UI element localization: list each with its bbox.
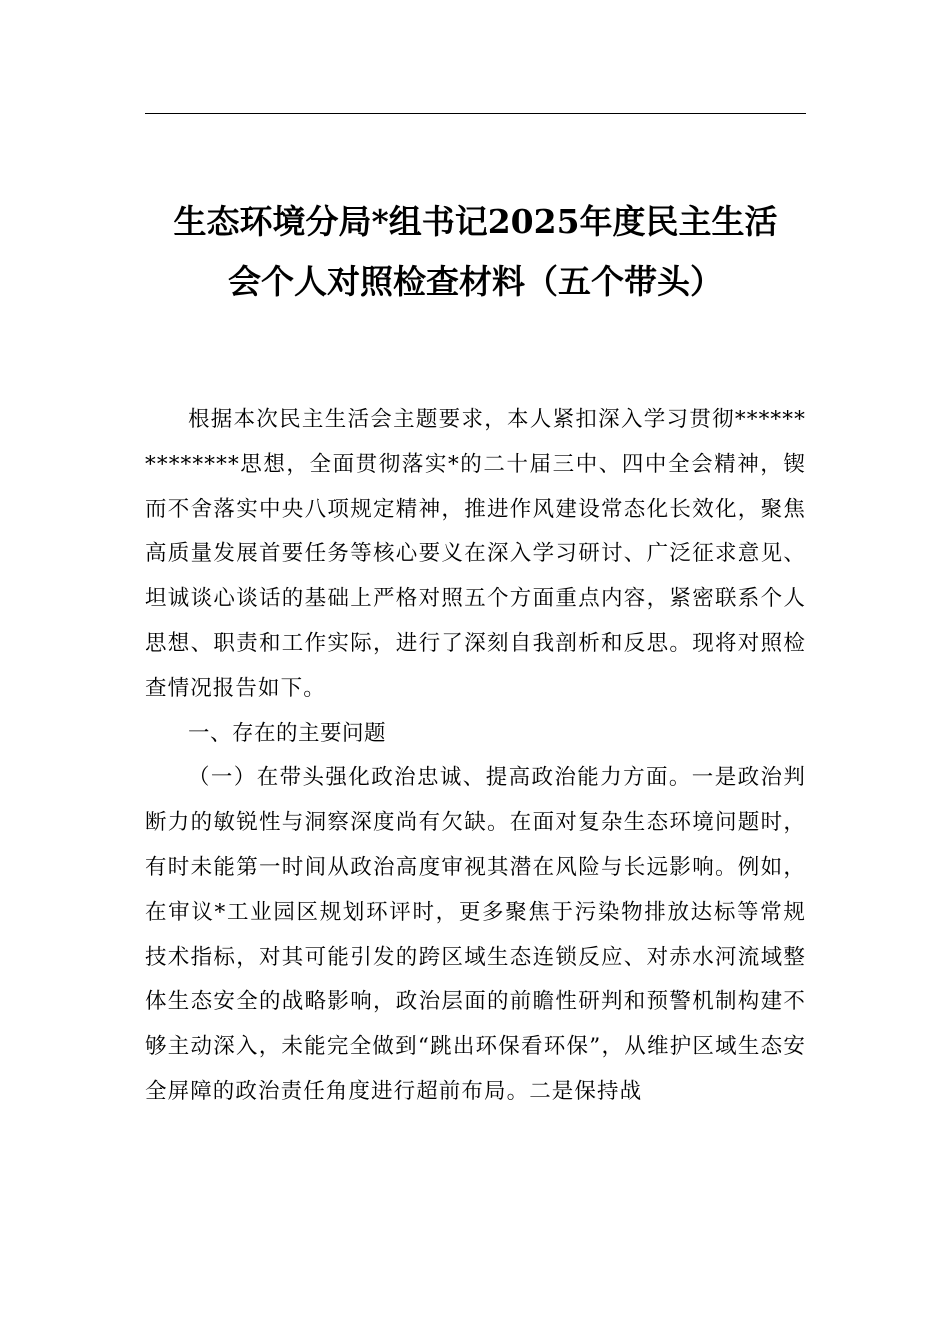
subsection-paragraph-1 <box>145 756 806 1114</box>
document-title <box>145 192 806 312</box>
subsection-heading-1: （一）在带头强化政治忠诚、提高政治能力方面。 <box>188 765 692 791</box>
section-heading-1: 一、存在的主要问题 <box>188 720 387 746</box>
document-body <box>145 398 806 1115</box>
title-line-1: 生态环境分局*组书记2025年度民主生活 <box>173 202 778 241</box>
title-line-2: 会个人对照检查材料（五个带头） <box>228 262 723 301</box>
intro-paragraph: 根据本次民主生活会主题要求，本人紧扣深入学习贯彻**************思想，全面贯彻落实*的二十届三中、四中全会精神，锲而不舍落实中央八项规定精神，推进作风建设常态化长效化，聚焦高质量发展首要任务等核心要义在深入学习研讨、广泛征求意见、坦诚谈心谈话的基础上严格对照五个方面重点内容，紧密联系个人思想、职责和工作实际，进行了深刻自我剖析和反思。现将对照检查情况报告如下。 <box>145 407 806 701</box>
subsection-text-1: 一是政治判断力的敏锐性与洞察深度尚有欠缺。在面对复杂生态环境问题时，有时未能第一时间从政治高度审视其潜在风险与长远影响。例如，在审议*工业园区规划环评时，更多聚焦于污染物排放达标等常规技术指标，对其可能引发的跨区域生态连锁反应、对赤水河流域整体生态安全的战略影响，政治层面的前瞻性研判和预警机制构建不够主动深入，未能完全做到“跳出环保看环保”，从维护区域生态安全屏障的政治责任角度进行超前布局。二是保持战 <box>145 765 806 1104</box>
header-rule <box>145 113 806 114</box>
